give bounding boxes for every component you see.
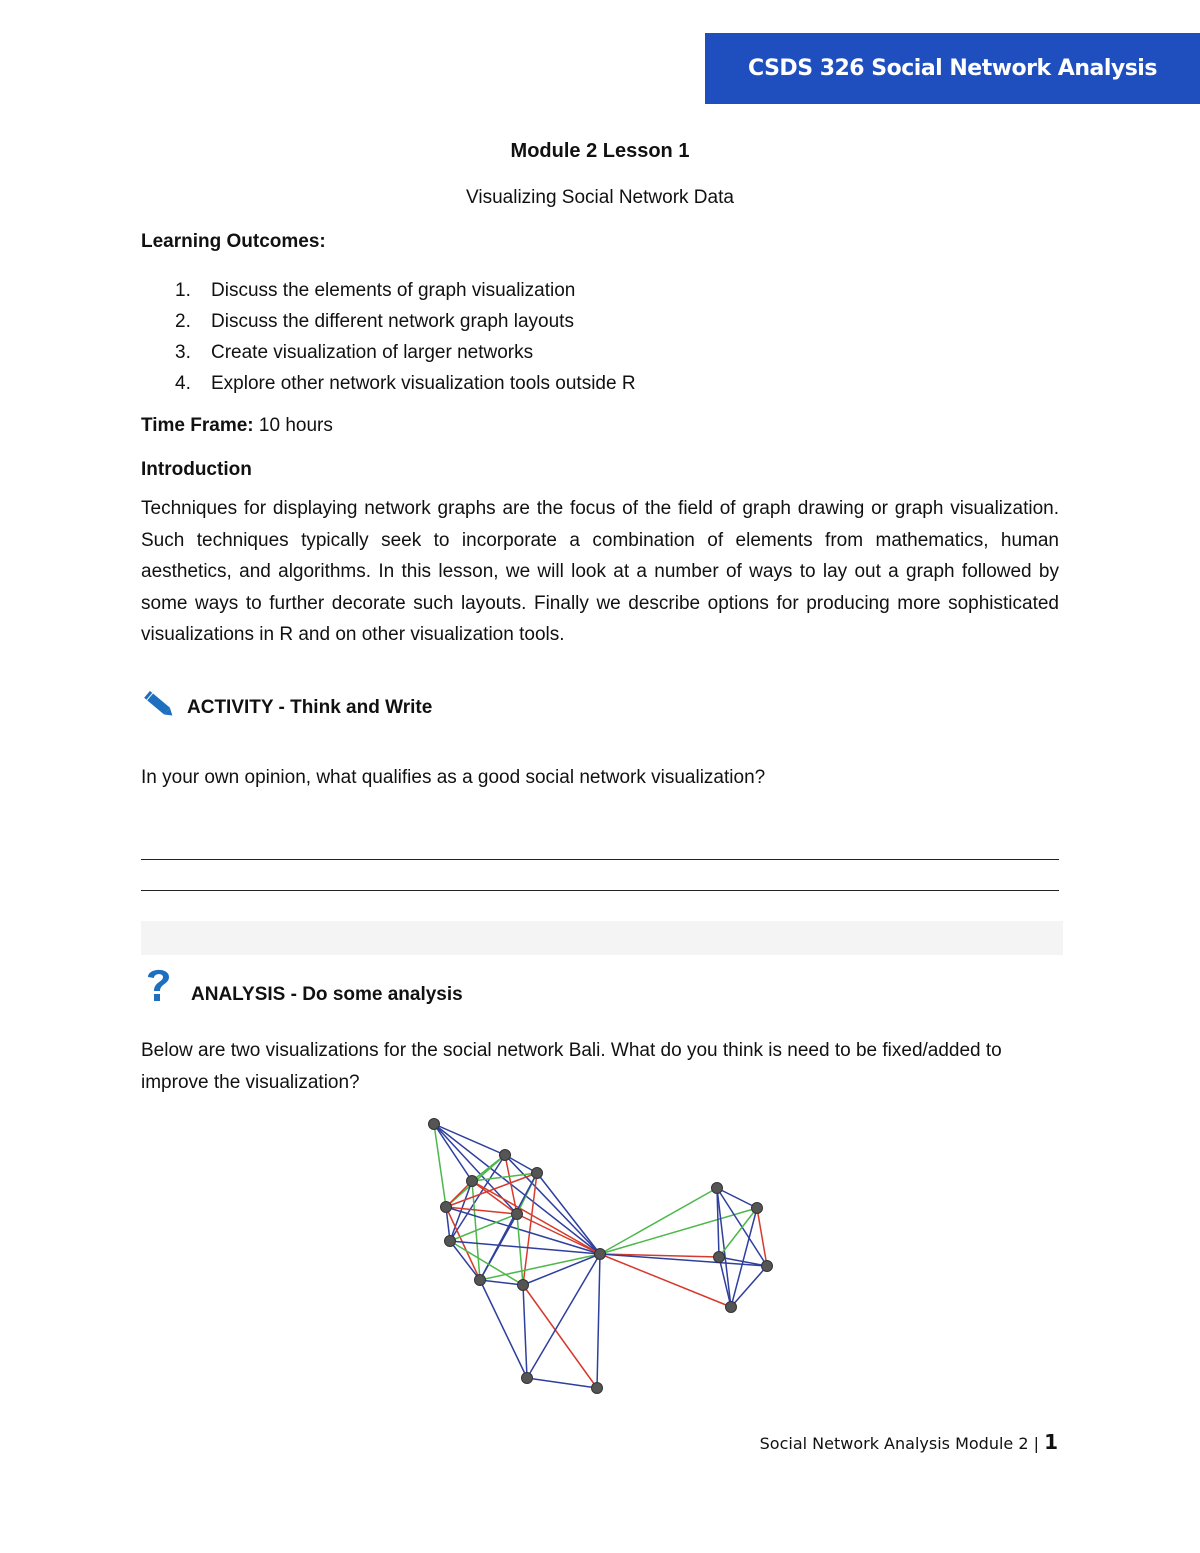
- node: [762, 1261, 773, 1272]
- network-graph-figure: [380, 1100, 800, 1400]
- edge: [480, 1254, 600, 1280]
- list-item: 3. Create visualization of larger networks: [175, 342, 534, 363]
- edge: [600, 1188, 717, 1254]
- analysis-label: ANALYSIS - Do some analysis: [191, 983, 463, 1005]
- node: [500, 1150, 511, 1161]
- node: [445, 1236, 456, 1247]
- edge: [480, 1280, 527, 1378]
- node: [441, 1202, 452, 1213]
- list-item: 2. Discuss the different network graph layouts: [175, 311, 574, 332]
- edge: [517, 1214, 523, 1285]
- learning-outcomes-list: [141, 275, 1059, 399]
- answer-line[interactable]: [141, 860, 1059, 891]
- node: [726, 1302, 737, 1313]
- node: [714, 1252, 725, 1263]
- node: [429, 1119, 440, 1130]
- node: [592, 1383, 603, 1394]
- page-content: [141, 140, 1059, 922]
- node: [522, 1373, 533, 1384]
- edge: [597, 1254, 600, 1388]
- analysis-header: [141, 965, 463, 1010]
- pencil-icon: [141, 689, 177, 727]
- time-frame: [141, 415, 1059, 437]
- answer-line[interactable]: [141, 829, 1059, 860]
- activity-label: ACTIVITY - Think and Write: [187, 696, 433, 718]
- edge: [719, 1257, 731, 1307]
- time-frame-label: Time Frame:: [141, 415, 254, 436]
- edge: [527, 1378, 597, 1388]
- edge: [472, 1181, 517, 1214]
- footer-text: Social Network Analysis Module 2 |: [759, 1434, 1039, 1453]
- activity-header: [141, 689, 1059, 727]
- course-banner: CSDS 326 Social Network Analysis: [705, 33, 1200, 104]
- answer-lines[interactable]: [141, 829, 1059, 922]
- node: [712, 1183, 723, 1194]
- activity-question: In your own opinion, what qualifies as a good social network visualization?: [141, 766, 766, 788]
- edge: [537, 1173, 600, 1254]
- node: [518, 1280, 529, 1291]
- node: [512, 1209, 523, 1220]
- node: [532, 1168, 543, 1179]
- analysis-text: Below are two visualizations for the social network Bali. What do you think is need to be fixed/added to improve the visualization?: [141, 1040, 1002, 1093]
- node: [475, 1275, 486, 1286]
- list-item: 1. Discuss the elements of graph visualization: [175, 280, 576, 301]
- edge: [523, 1285, 597, 1388]
- node: [467, 1176, 478, 1187]
- divider-shade: [141, 921, 1063, 955]
- node: [752, 1203, 763, 1214]
- list-item: 4. Explore other network visualization tools outside R: [175, 373, 636, 394]
- answer-line[interactable]: [141, 891, 1059, 922]
- introduction-text: Techniques for displaying network graphs are the focus of the field of graph drawing or graph visualization. Such techniques typically seek to incorporate a combination of elements from mathematics, human aesthetics, and algorithms. In this lesson, we will look at a number of ways to lay out a graph followed by some ways to further decorate such layouts. Finally we describe options for producing more sophisticated visualizations in R and on other visualization tools.: [141, 498, 1059, 645]
- page-footer: [760, 1430, 1058, 1454]
- node: [595, 1249, 606, 1260]
- question-mark-icon: [141, 965, 175, 1010]
- edge: [523, 1254, 600, 1285]
- edge: [472, 1181, 600, 1254]
- edge: [523, 1285, 527, 1378]
- edge: [450, 1155, 505, 1241]
- learning-outcomes-heading: Learning Outcomes:: [141, 231, 326, 252]
- page-number: 1: [1044, 1430, 1058, 1454]
- module-title: Module 2 Lesson 1: [510, 140, 690, 162]
- introduction-heading: Introduction: [141, 459, 252, 480]
- edge: [434, 1124, 446, 1207]
- edge: [527, 1254, 600, 1378]
- module-subtitle: Visualizing Social Network Data: [466, 187, 734, 208]
- time-frame-value: 10 hours: [258, 415, 333, 436]
